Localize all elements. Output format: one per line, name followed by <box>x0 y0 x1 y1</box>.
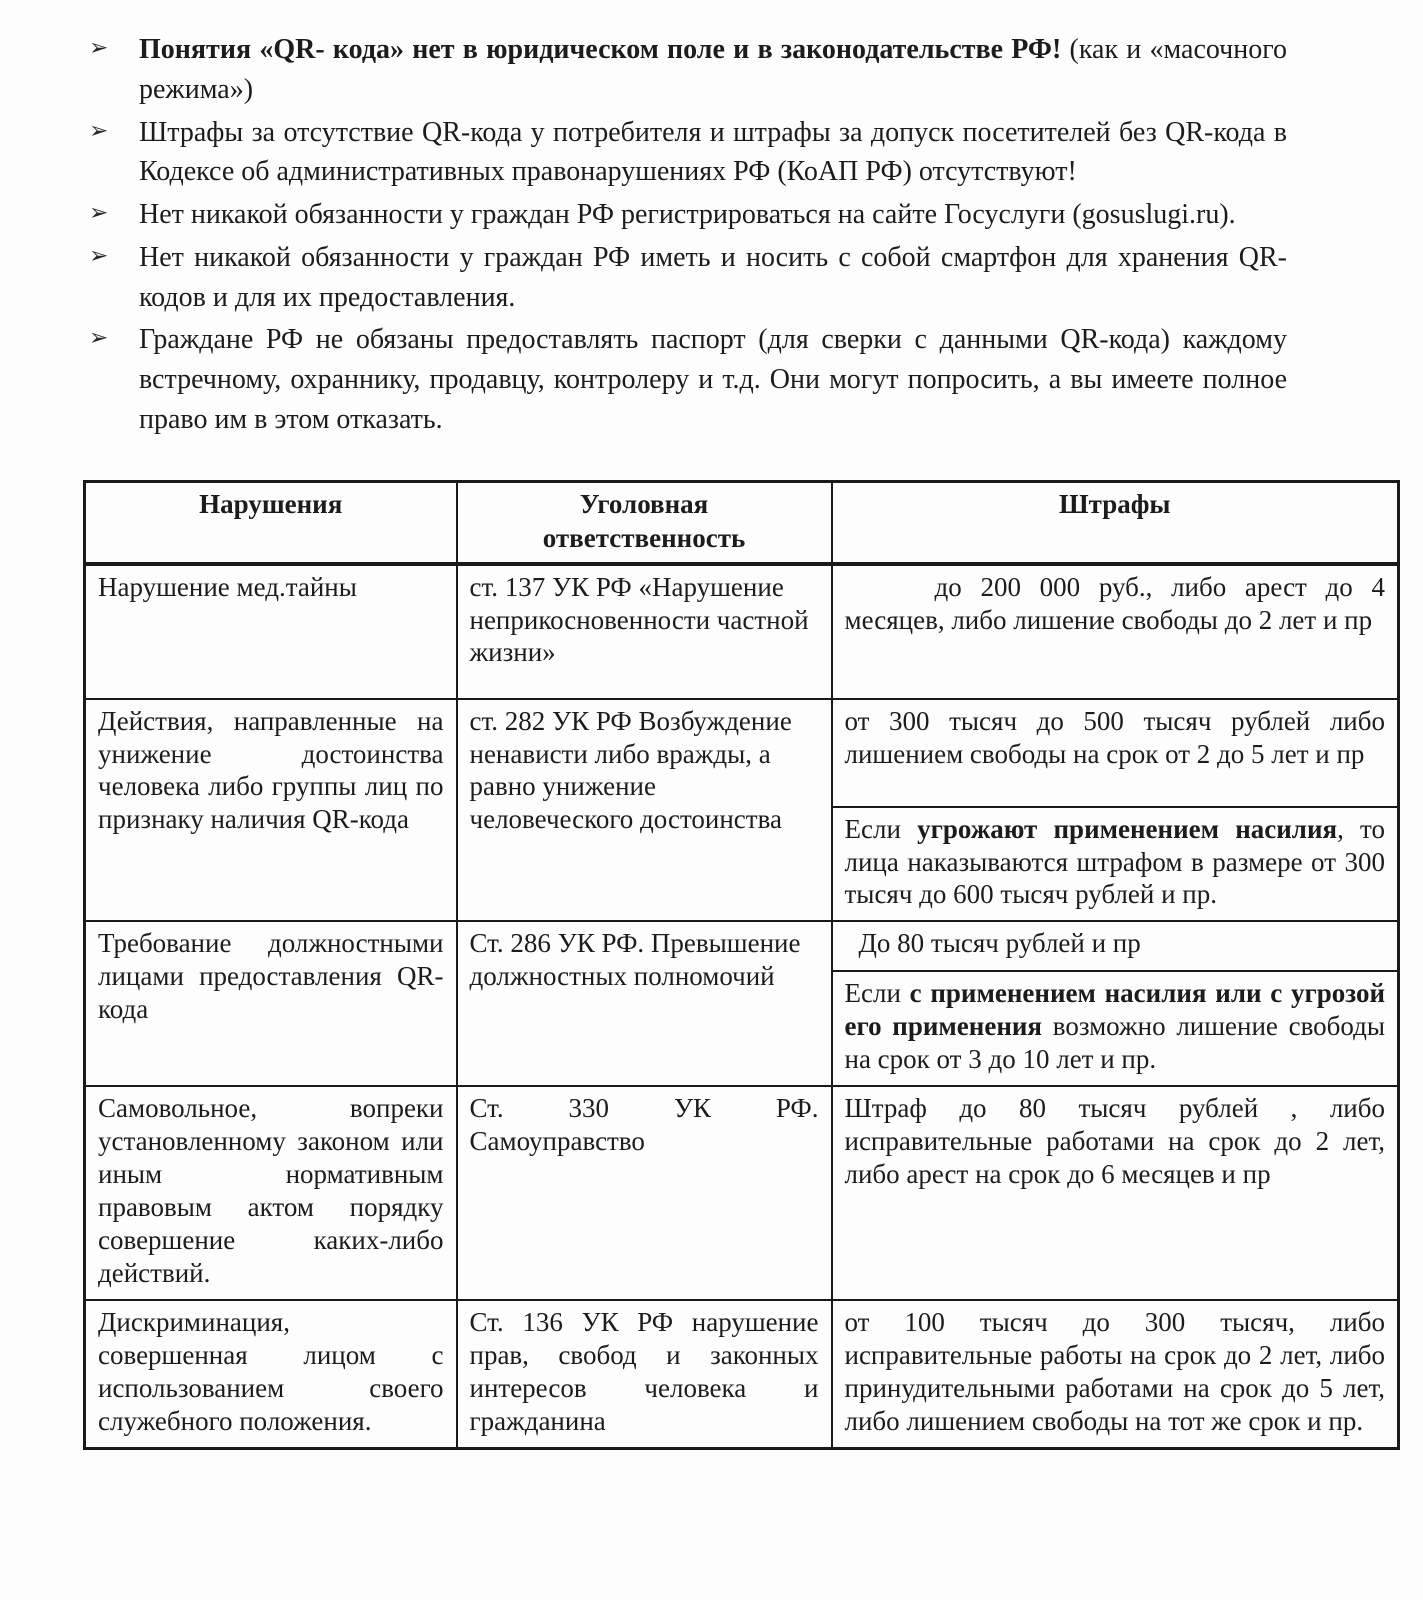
fine-cell-136: от 100 тысяч до 300 тысяч, либо исправительные работы на срок до 2 лет, либо принудительными работами на срок до 5 лет, либо лишением свободы на тот же срок и пр. <box>832 1300 1399 1448</box>
bullet-item-1 <box>83 30 1287 110</box>
header-violations: Нарушения <box>85 481 457 564</box>
violation-cell-arbitrariness: Самовольное, вопреки установленному законом или иным нормативным правовым актом порядку совершение каких-либо действий. <box>85 1086 457 1300</box>
article-cell-136: Ст. 136 УК РФ нарушение прав, свобод и законных интересов человека и гражданина <box>457 1300 832 1448</box>
fine-cell-286-violence <box>832 971 1399 1086</box>
table-row-officials-demand <box>85 921 1399 971</box>
bullet-text-1-rest: (как и «масочного режима») <box>139 34 1288 105</box>
table-row-arbitrariness <box>85 1086 1399 1300</box>
bullet-text-3: Нет никакой обязанности у граждан РФ регистрироваться на сайте Госуслуги (gosuslugi.ru). <box>139 199 1236 230</box>
bullet-text-4: Нет никакой обязанности у граждан РФ иметь и носить с собой смартфон для хранения QR-кодов и для их предоставления. <box>139 241 1287 313</box>
table-row-discrimination <box>85 1300 1399 1448</box>
header-criminal-liability <box>457 481 832 564</box>
bullet-item-4 <box>83 238 1287 318</box>
arrow-bullet-icon: ➢ <box>89 117 109 144</box>
arrow-bullet-icon: ➢ <box>89 242 109 269</box>
violation-cell-dignity: Действия, направленные на унижение достоинства человека либо группы лиц по признаку наличия QR-кода <box>85 699 457 922</box>
article-cell-137: ст. 137 УК РФ «Нарушение неприкосновенности частной жизни» <box>457 564 832 699</box>
arrow-bullet-icon: ➢ <box>89 200 109 226</box>
bullet-text-1-bold: Понятия «QR- кода» нет в юридическом поле и в законодательстве РФ! <box>139 34 1062 65</box>
fine-cell-282-violence <box>832 807 1399 922</box>
arrow-bullet-icon: ➢ <box>89 35 109 61</box>
header-criminal-liability-line2: ответственность <box>542 523 746 554</box>
article-cell-282: ст. 282 УК РФ Возбуждение ненависти либо вражды, а равно унижение человеческого достоинства <box>457 699 832 922</box>
violation-cell-med-secrecy: Нарушение мед.тайны <box>85 564 457 699</box>
article-cell-286: Ст. 286 УК РФ. Превышение должностных полномочий <box>457 921 832 1086</box>
table-row-dignity-humiliation <box>85 699 1399 807</box>
fine-282-bold: угрожают применением насилия <box>917 813 1338 844</box>
fine-286-post: возможно лишение свободы на срок от 3 до 10 лет и пр. <box>844 1011 1385 1075</box>
bullet-item-2 <box>83 113 1287 193</box>
header-fines: Штрафы <box>832 481 1399 564</box>
bullet-text-1 <box>139 34 1287 105</box>
bullet-item-5 <box>83 320 1287 439</box>
fine-286-pre: Если <box>844 978 910 1009</box>
bullet-list <box>83 30 1287 440</box>
fine-cell-286-main: До 80 тысяч рублей и пр <box>832 921 1399 971</box>
arrow-bullet-icon: ➢ <box>89 325 109 352</box>
fine-cell-282-main: от 300 тысяч до 500 тысяч рублей либо лишением свободы на срок от 2 до 5 лет и пр <box>832 699 1399 807</box>
header-criminal-liability-line1: Уголовная <box>579 488 709 519</box>
bullet-text-5: Граждане РФ не обязаны предоставлять паспорт (для сверки с данными QR-кода) каждому встречному, охраннику, продавцу, контролеру и т.д. Они могут попросить, а вы имеете полное право им в этом отказать. <box>139 324 1287 435</box>
violation-cell-discrimination: Дискриминация, совершенная лицом с использованием своего служебного положения. <box>85 1300 457 1448</box>
bullet-text-2: Штрафы за отсутствие QR-кода у потребителя и штрафы за допуск посетителей без QR-кода в Кодексе об административных правонарушениях РФ (КоАП РФ) отсутствуют! <box>139 116 1287 188</box>
bullet-item-3 <box>83 195 1287 235</box>
violation-cell-officials: Требование должностными лицами предоставления QR-кода <box>85 921 457 1086</box>
fine-cell-330: Штраф до 80 тысяч рублей , либо исправительные работами на срок до 2 лет, либо арест на срок до 6 месяцев и пр <box>832 1086 1399 1300</box>
table-row-med-secrecy <box>85 564 1399 699</box>
table-header-row <box>85 481 1399 564</box>
fine-cell-137: до 200 000 руб., либо арест до 4 месяцев, либо лишение свободы до 2 лет и пр <box>832 564 1399 699</box>
fine-282-post: , то лица наказываются штрафом в размере от 300 тысяч до 600 тысяч рублей и пр. <box>844 813 1385 910</box>
penalties-table <box>83 480 1400 1450</box>
fine-282-pre: Если <box>844 813 918 844</box>
fine-286-bold: с применением насилия или с угрозой его применения <box>844 978 1385 1042</box>
article-cell-330: Ст. 330 УК РФ. Самоуправство <box>457 1086 832 1300</box>
